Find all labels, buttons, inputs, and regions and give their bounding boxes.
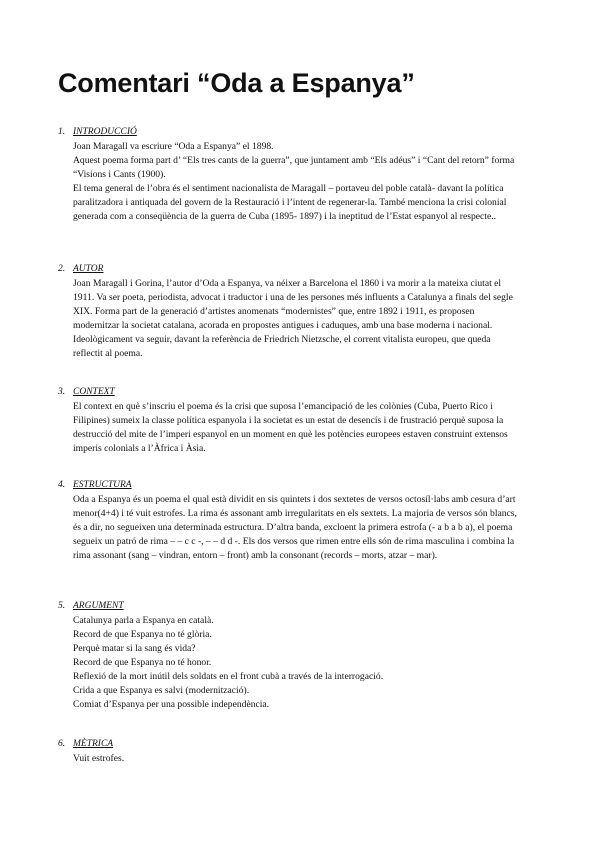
argument-line: Comiat d’Espanya per una possible independència.	[73, 699, 270, 710]
section-number: 3.	[58, 387, 66, 397]
section-body	[73, 752, 521, 766]
section-body	[73, 400, 521, 456]
paragraph: Joan Maragall i Gorina, l’autor d’Oda a Espanya, va néixer a Barcelona el 1860 i va morir a la mateixa ciutat el 1911. Va ser poeta, periodista, advocat i traductor i una de les persones més influents a Catalunya a finals del segle XIX. Forma part de la generació d’artistes anomenats “modernistes” que, entre 1892 i 1911, es proposen modernitzar la societat catalana, acorada en propostes antigues i caduques, amb una base moderna i nacional. Ideològicament va seguir, davant la referència de Friedrich Nietzsche, el corrent vitalista europeu, que queda reflectit al poema.	[73, 278, 513, 359]
section-number: 5.	[58, 601, 66, 611]
paragraph: Oda a Espanya és un poema el qual està dividit en sis quintets i dos sextetes de versos octosíl·labs amb cesura d’art menor(4+4) i té vuit estrofes. La rima és assonant amb irregularitats en els sextets. La majoria de versos són blancs, és a dir, no segueixen una determinada estructura. D’altra banda, excloent la primera estrofa (- a b a b a), el poema segueix un patró de rima – – c c -, – – d d -. Els dos versos que rimen entre ells són de rima masculina i combina la rima assonant (sang – vindran, entorn – front) amb la consonant (records – morts, atzar – mar).	[73, 494, 517, 561]
paragraph: Joan Maragall va escriure “Oda a Espanya” el 1898.	[73, 141, 274, 152]
section-number: 1.	[58, 127, 66, 137]
argument-line: Catalunya parla a Espanya en català.	[73, 615, 214, 626]
argument-line: Record de que Espanya no té glòria.	[73, 629, 212, 640]
section-body	[73, 140, 521, 224]
paragraph: Aquest poema forma part d’ “Els tres cants de la guerra”, que juntament amb “Els adéus” i “Cant del retorn” forma “Visions i Cants (1900).	[73, 155, 515, 180]
section-number: 2.	[58, 264, 66, 274]
argument-line: Record de que Espanya no té honor.	[73, 657, 212, 668]
section-heading: ESTRUCTURA	[73, 480, 132, 490]
argument-line: Reflexió de la mort inútil dels soldats en el front cubà a través de la interrogació.	[73, 671, 384, 682]
argument-line: Perquè matar si la sang és vida?	[73, 643, 196, 654]
paragraph: El context en què s’inscriu el poema és la crisi que suposa l’emancipació de les colònies (Cuba, Puerto Rico i Filipines) sumeix la classe política espanyola i la societat es un estat de desencís i de frustració perquè suposa la destrucció del mite de l’imperi espanyol en un moment en què les potències europees estaven construint extensos imperis colonials a l’Àfrica i Àsia.	[73, 401, 508, 454]
section-heading: INTRODUCCIÓ	[73, 127, 137, 137]
section-body	[73, 614, 521, 712]
argument-line: Crida a que Espanya es salvi (modernització).	[73, 685, 250, 696]
paragraph: El tema general de l’obra és el sentiment nacionalista de Maragall – portaveu del poble català- davant la política paralitzadora i antiquada del govern de la Restauració i l’intent de regenerar-la. També menciona la crisi colonial generada com a conseqüència de la guerra de Cuba (1895- 1897) i la ineptitud de l’Estat espanyol al respecte..	[73, 183, 507, 222]
section-heading: CONTEXT	[73, 387, 115, 397]
paragraph: Vuit estrofes.	[73, 753, 125, 764]
section-heading: AUTOR	[73, 264, 104, 274]
section-body	[73, 277, 521, 361]
document-title: Comentari “Oda a Espanya”	[58, 68, 415, 98]
section-body	[73, 493, 521, 563]
section-number: 4.	[58, 480, 66, 490]
section-heading: MÈTRICA	[73, 739, 114, 749]
section-number: 6.	[58, 739, 66, 749]
section-heading: ARGUMENT	[73, 601, 124, 611]
